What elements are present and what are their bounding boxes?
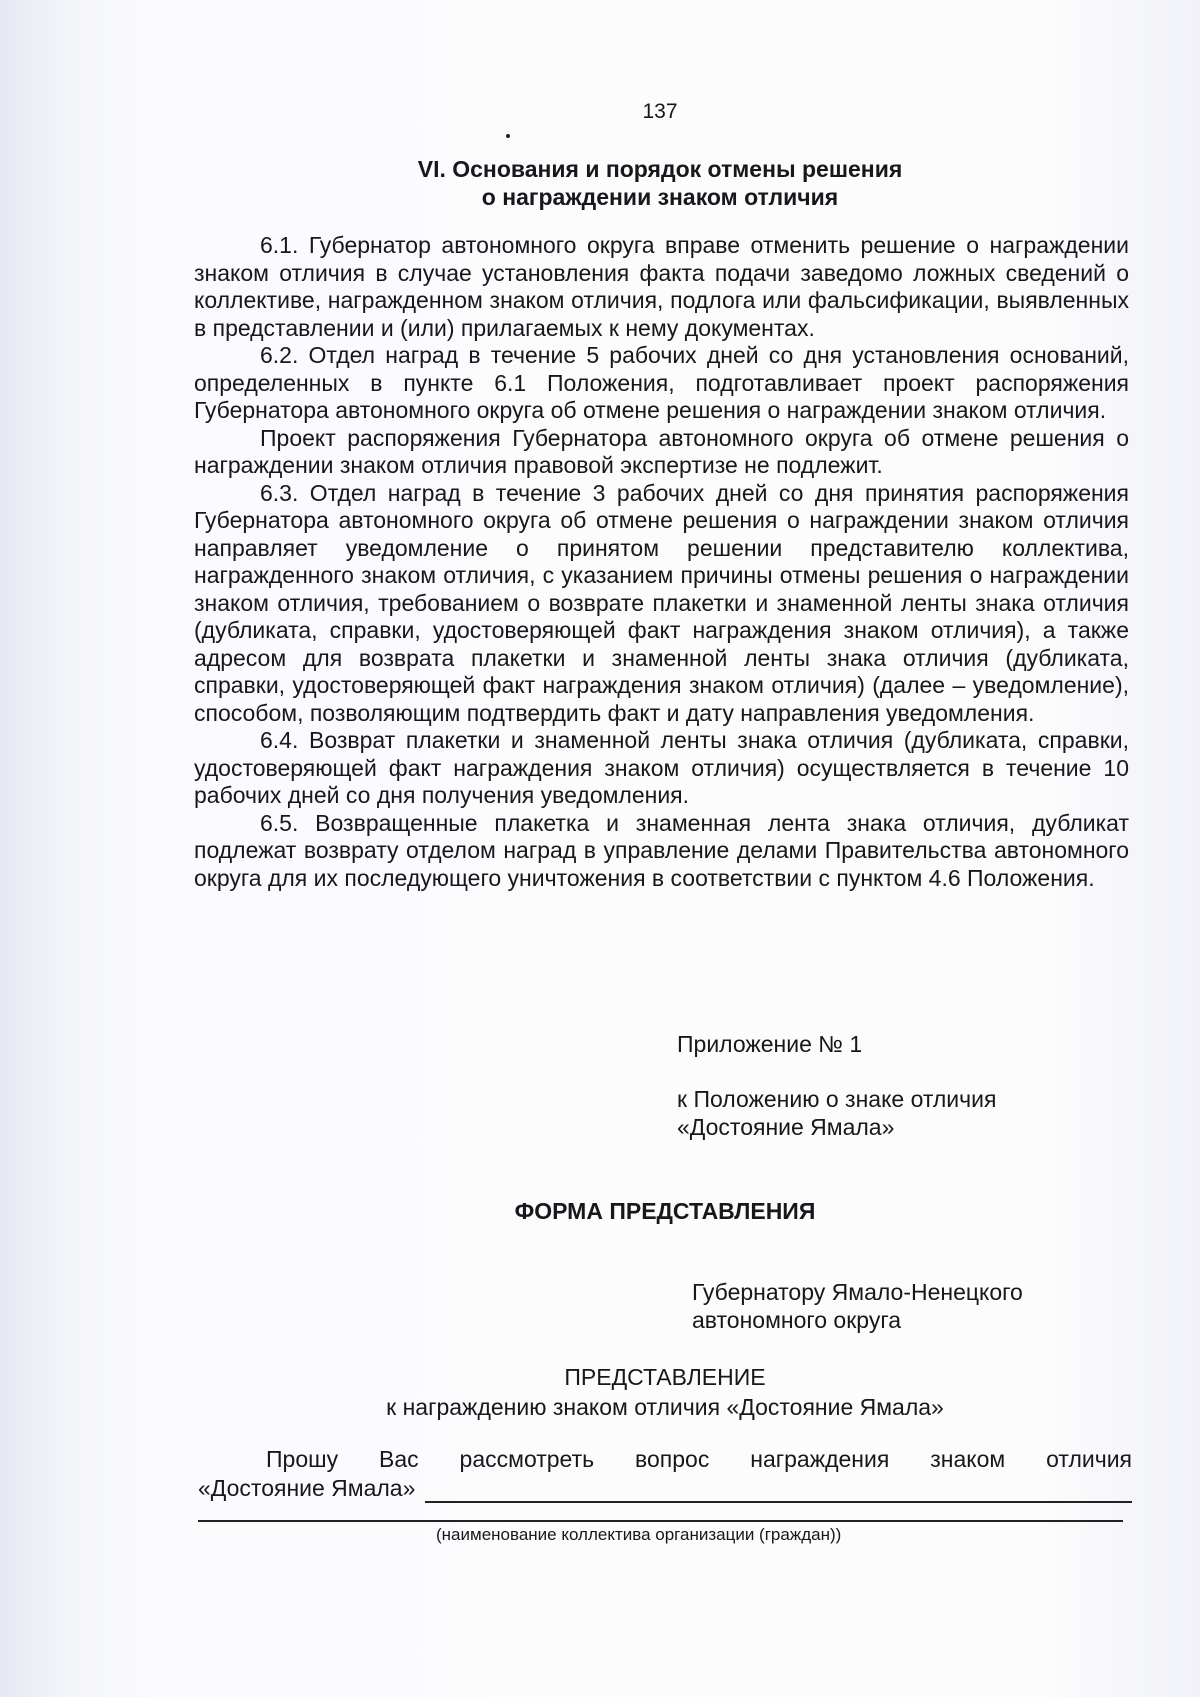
appendix-block <box>677 1030 996 1141</box>
appendix-ref-line1: к Положению о знаке отличия <box>677 1086 997 1112</box>
section-title <box>0 155 1200 211</box>
addressee-line2: автономного округа <box>692 1307 901 1333</box>
document-heading-subtitle: к награждению знаком отличия «Достояние Ямала» <box>386 1394 944 1420</box>
section-title-line1: VI. Основания и порядок отмены решения <box>417 156 903 182</box>
request-block <box>198 1445 1132 1503</box>
addressee-block <box>692 1278 1023 1334</box>
section-title-line2: о награждении знаком отличия <box>481 184 839 210</box>
document-heading <box>0 1362 1200 1422</box>
paragraph-6-3: 6.3. Отдел наград в течение 3 рабочих дней со дня принятия распоряжения Губернатора автономного округа об отмене решения о награждении знаком отличия направляет уведомление о принятом решении представителю коллектива, награжденного знаком отличия, с указанием причины отмены решения о награждении знаком отличия, требованием о возврате плакетки и знаменной ленты знака отличия (дубликата, справки, удостоверяющей факт награждения знаком отличия), а также адресом для возврата плакетки и знаменной ленты знака отличия (дубликата, справки, удостоверяющей факт награждения знаком отличия) (далее – уведомление), способом, позволяющим подтвердить факт и дату направления уведомления. <box>194 479 1129 726</box>
paragraph-6-2: 6.2. Отдел наград в течение 5 рабочих дней со дня установления оснований, определенных в пункте 6.1 Положения, подготавливает проект распоряжения Губернатора автономного округа об отмене решения о награждении знаком отличия. <box>194 342 1129 423</box>
scan-dot <box>506 134 510 138</box>
document-heading-title: ПРЕДСТАВЛЕНИЕ <box>564 1364 766 1390</box>
field-caption: (наименование коллектива организации (граждан)) <box>436 1525 842 1544</box>
appendix-ref-line2: «Достояние Ямала» <box>677 1114 895 1140</box>
blank-full-line <box>198 1520 1123 1522</box>
paragraph-6-5: 6.5. Возвращенные плакетка и знаменная лента знака отличия, дубликат подлежат возврату отделом наград в управление делами Правительства автономного округа для их последующего уничтожения в соответствии с пунктом 4.6 Положения. <box>194 809 1129 891</box>
form-title: ФОРМА ПРЕДСТАВЛЕНИЯ <box>514 1198 816 1224</box>
section-body <box>194 232 1129 892</box>
paragraph-6-1: 6.1. Губернатор автономного округа вправе отменить решение о награждении знаком отличия в случае установления факта подачи заведомо ложных сведений о коллективе, награжденном знаком отличия, подлога или фальсификации, выявленных в представлении и (или) прилагаемых к нему документах. <box>194 232 1129 341</box>
appendix-title: Приложение № 1 <box>677 1031 863 1057</box>
addressee-line1: Губернатору Ямало-Ненецкого <box>692 1279 1023 1305</box>
blank-fill-line <box>425 1479 1132 1503</box>
paragraph-6-4: 6.4. Возврат плакетки и знаменной ленты знака отличия (дубликата, справки, удостоверяющей факт награждения знаком отличия) осуществляется в течение 10 рабочих дней со дня получения уведомления. <box>194 727 1129 808</box>
paragraph-6-2-note: Проект распоряжения Губернатора автономного округа об отмене решения о награждении знаком отличия правовой экспертизе не подлежит. <box>194 424 1129 478</box>
page-number: 137 <box>642 100 678 123</box>
request-line1: Прошу Вас рассмотреть вопрос награждения знаком отличия <box>266 1446 1132 1472</box>
request-line2 <box>198 1474 1132 1503</box>
request-award-name: «Достояние Ямала» <box>198 1475 416 1501</box>
appendix-ref <box>677 1085 996 1141</box>
